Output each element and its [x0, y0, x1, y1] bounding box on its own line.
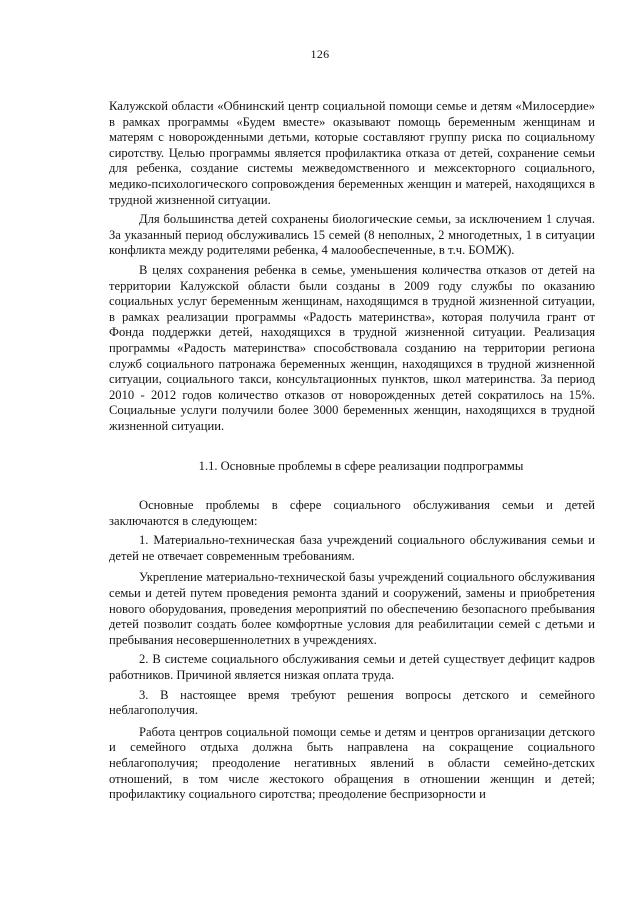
paragraph: Укрепление материально-технической базы учреждений социального обслуживания семьи и детей путем проведения ремонта зданий и сооружений, замены и приобретения нового оборудования, проведения мероприятий по обеспечению безопасного пребывания детей позволит создать более комфортные условия для реабилитации семей с детьми и пребывания несовершеннолетних в учреждениях.	[109, 570, 595, 647]
list-item: 2. В системе социального обслуживания семьи и детей существует дефицит кадров работников. Причиной является низкая оплата труда.	[109, 652, 595, 682]
list-item: 1. Материально-техническая база учреждений социального обслуживания семьи и детей не отвечает современным требованиям.	[109, 533, 595, 563]
paragraph-continues: Работа центров социальной помощи семье и детям и центров организации детского и семейного отдыха должна быть направлена на сокращение социального неблагополучия; преодоление негативных явлений в области семейно-детских отношений, в том числе жестокого обращения в отношении женщин и детей; профилактику социального сиротства; преодоление беспризорности и	[109, 724, 595, 802]
paragraph: Основные проблемы в сфере социального обслуживания семьи и детей заключаются в следующем:	[109, 498, 595, 528]
list-item: 3. В настоящее время требуют решения вопросы детского и семейного неблагополучия.	[109, 687, 595, 718]
paragraph: Для большинства детей сохранены биологические семьи, за исключением 1 случая. За указанный период обслуживались 15 семей (8 неполных, 2 многодетных, 1 в ситуации конфликта между родителями ребенка, 4 малообеспеченные, в т.ч. БОМЖ).	[109, 212, 595, 258]
page-number: 126	[310, 47, 330, 61]
section-heading: 1.1. Основные проблемы в сфере реализации подпрограммы	[198, 459, 524, 474]
document-body	[109, 99, 595, 803]
paragraph: В целях сохранения ребенка в семье, уменьшения количества отказов от детей на территории Калужской области были созданы в 2009 году службы по оказанию социальных услуг беременным женщинам, находящимся в трудной жизненной ситуации, в рамках реализации программы «Радость материнства», которая получила грант от Фонда поддержки детей, находящихся в трудной жизненной ситуации. Реализация программы «Радость материнства» способствовала созданию на территории региона служб социального патронажа беременных женщин, находящихся в трудной жизненной ситуации, социального такси, консультационных пунктов, школ материнства. За период 2010 - 2012 годов количество отказов от новорожденных детей сократилось на 15%. Социальные услуги получили более 3000 беременных женщин, находящихся в трудной жизненной ситуации.	[109, 262, 595, 433]
paragraph-continued: Калужской области «Обнинский центр социальной помощи семье и детям «Милосердие» в рамках программы «Будем вместе» оказывают помощь беременным женщинам и матерям с новорожденными детьми, которые составляют группу риска по социальному сиротству. Целью программы является профилактика отказа от детей, сохранение семьи для ребенка, создание системы межведомственного и межсекторного социального, медико-психологического сопровождения беременных женщин и матерей, находящихся в трудной жизненной ситуации.	[109, 99, 595, 207]
